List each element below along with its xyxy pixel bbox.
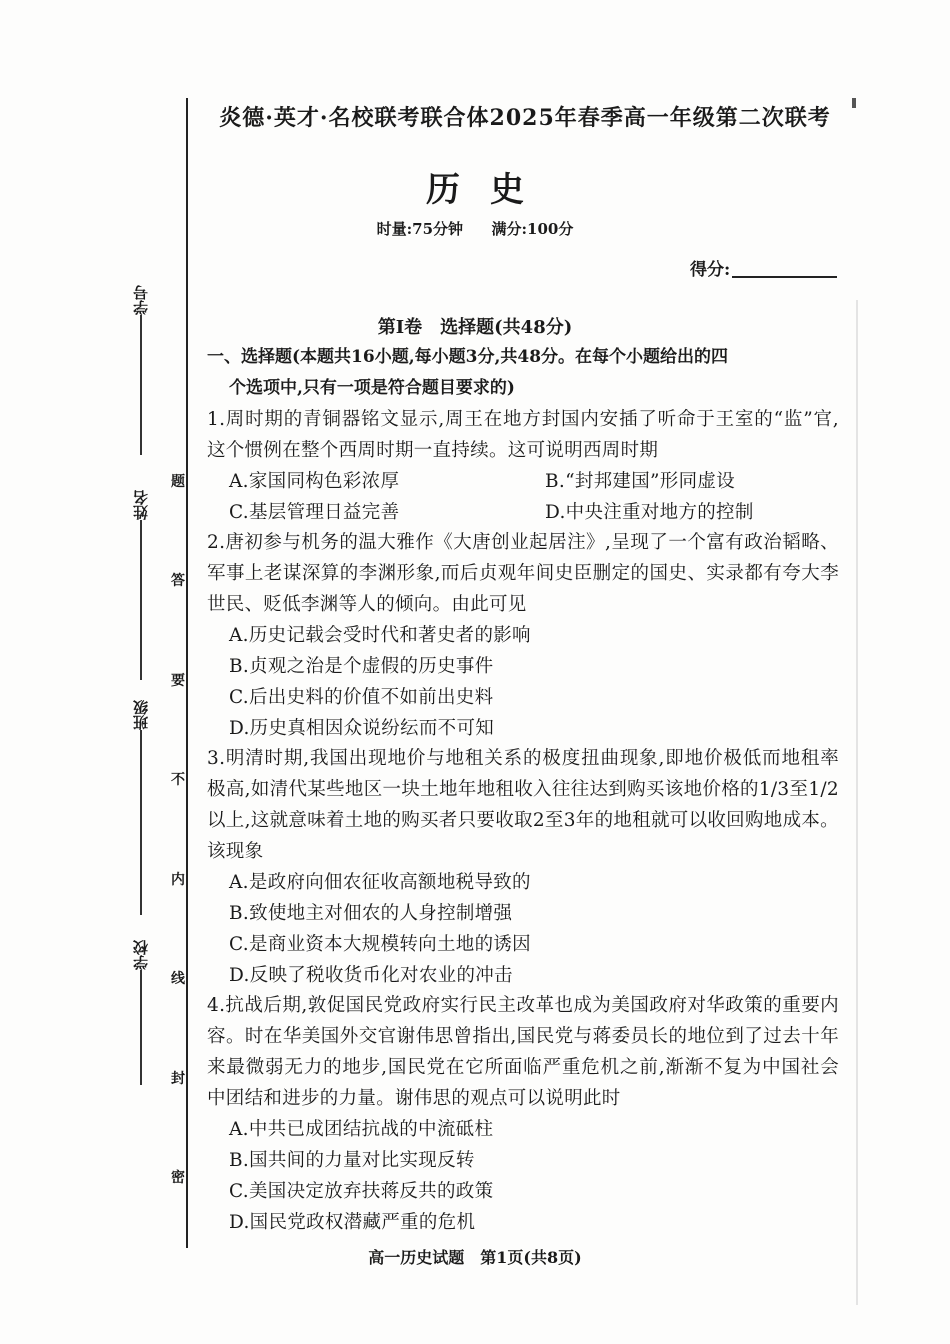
option-a[interactable]: A.家国同构色彩浓厚 [229, 471, 400, 492]
option-c[interactable]: C.是商业资本大规模转向土地的诱因 [229, 934, 531, 955]
student-id-label: 学号 [132, 285, 150, 315]
question-3 [207, 743, 839, 991]
option-row [207, 466, 839, 497]
option-a[interactable]: A.是政府向佃农征收高额地税导致的 [229, 872, 531, 893]
time-limit: 时量:75分钟 [376, 220, 464, 238]
warning-char: 答 [171, 573, 185, 590]
edge-mark [852, 98, 856, 108]
warning-char: 要 [171, 672, 185, 689]
score-blank[interactable] [732, 276, 837, 278]
option-a[interactable]: A.历史记载会受时代和著史者的影响 [229, 625, 531, 646]
warning-char: 线 [171, 971, 185, 988]
school-blank [140, 970, 142, 1085]
name-label: 姓名 [132, 490, 150, 520]
class-label: 班级 [132, 700, 150, 730]
option-row [207, 497, 839, 528]
warning-char: 不 [171, 772, 185, 789]
option-b[interactable]: B.致使地主对佃农的人身控制增强 [229, 903, 513, 924]
subject-title: 历史 [426, 170, 554, 210]
exam-meta [0, 218, 950, 239]
warning-char: 封 [171, 1070, 185, 1087]
school-field[interactable] [128, 940, 154, 1085]
option-c[interactable]: C.后出史料的价值不如前出史料 [229, 687, 494, 708]
warning-char: 题 [171, 474, 185, 490]
full-score: 满分:100分 [491, 220, 574, 238]
question-stem: 4.抗战后期,敦促国民党政府实行民主改革也成为美国政府对华政策的重要内容。时在华美国外交官谢伟思曾指出,国民党与蒋委员长的地位到了过去十年来最微弱无力的地步,国民党在它所面临严重危机之前,渐渐不复为中国社会中团结和进步的力量。谢伟思的观点可以说明此时 [207, 995, 839, 1109]
option-c[interactable]: C.基层管理日益完善 [229, 502, 400, 523]
name-field[interactable] [128, 490, 154, 680]
option-d[interactable]: D.国民党政权潜藏严重的危机 [229, 1212, 476, 1233]
option-b[interactable]: B.国共间的力量对比实现反转 [229, 1150, 475, 1171]
instruction-line: 个选项中,只有一项是符合题目要求的) [229, 378, 515, 398]
warning-char: 密 [171, 1169, 185, 1186]
question-1 [207, 404, 839, 528]
option-a[interactable]: A.中共已成团结抗战的中流砥柱 [229, 1119, 494, 1140]
question-stem: 2.唐初参与机务的温大雅作《大唐创业起居注》,呈现了一个富有政治韬略、军事上老谋深算的李渊形象,而后贞观年间史臣删定的国史、实录都有夸大李世民、贬低李渊等人的倾向。由此可见 [207, 532, 839, 615]
section-title: 第Ⅰ卷 选择题(共48分) [377, 317, 573, 338]
class-field[interactable] [128, 700, 154, 915]
question-2 [207, 527, 839, 744]
exam-title: 炎德·英才·名校联考联合体2025年春季高一年级第二次联考 [219, 105, 831, 131]
option-d[interactable]: D.中央注重对地方的控制 [545, 502, 754, 523]
option-c[interactable]: C.美国决定放弃扶蒋反共的政策 [229, 1181, 494, 1202]
section-instructions [207, 342, 839, 404]
option-b[interactable]: B.“封邦建国”形同虚设 [545, 471, 735, 492]
question-4 [207, 990, 839, 1238]
name-blank [140, 520, 142, 680]
class-blank [140, 730, 142, 915]
score-box[interactable] [690, 255, 837, 280]
option-d[interactable]: D.历史真相因众说纷纭而不可知 [229, 718, 495, 739]
option-b[interactable]: B.贞观之治是个虚假的历史事件 [229, 656, 494, 677]
seal-line-warning [166, 475, 190, 1185]
warning-char: 内 [171, 871, 185, 888]
school-label: 学校 [132, 940, 150, 970]
question-stem: 1.周时期的青铜器铭文显示,周王在地方封国内安插了听命于王室的“监”官,这个惯例在整个西周时期一直持续。这可说明西周时期 [207, 409, 839, 461]
right-edge-line [856, 300, 858, 1305]
option-d[interactable]: D.反映了税收货币化对农业的冲击 [229, 965, 513, 986]
page-footer: 高一历史试题 第1页(共8页) [368, 1248, 582, 1267]
student-id-field[interactable] [128, 285, 154, 455]
score-label: 得分: [690, 260, 731, 280]
instruction-line: 一、选择题(本题共16小题,每小题3分,共48分。在每个小题给出的四 [207, 347, 729, 367]
question-stem: 3.明清时期,我国出现地价与地租关系的极度扭曲现象,即地价极低而地租率极高,如清代某些地区一块土地年地租收入往往达到购买该地价格的1/3至1/2以上,这就意味着土地的购买者只要收取2至3年的地租就可以收回购地成本。该现象 [207, 748, 839, 862]
